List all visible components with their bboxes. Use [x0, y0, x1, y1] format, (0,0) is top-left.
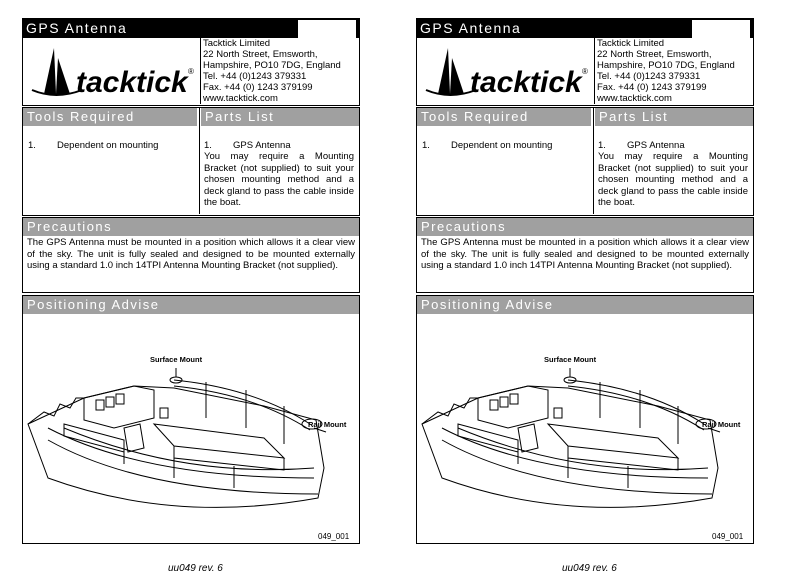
positioning-header: Positioning Advise: [23, 296, 359, 314]
rail: [174, 386, 310, 430]
address-line: Tel. +44 (0)1243 379331: [203, 71, 307, 82]
tools-header: Tools Required: [23, 108, 197, 126]
window-icon: [106, 397, 114, 407]
address-line: Tacktick Limited: [203, 38, 271, 49]
sail-icon: [56, 58, 70, 94]
window-icon: [96, 400, 104, 410]
deck-edge: [442, 428, 708, 478]
divider: [199, 108, 200, 214]
logo-text: tacktick: [76, 66, 188, 99]
registered-mark: ®: [582, 67, 588, 76]
precautions-header: Precautions: [417, 218, 753, 236]
page-title: GPS Antenna: [420, 20, 522, 36]
parts-item-text: You may require a Mounting Bracket (not supplied) to suit your chosen mounting method and a deck gland to pass the cable inside the boat.: [204, 151, 354, 208]
instruction-sheet: [22, 18, 360, 574]
sail-icon: [44, 48, 56, 94]
logo-text: tacktick: [470, 66, 582, 99]
window-icon: [510, 394, 518, 404]
sail-icon: [450, 58, 464, 94]
precautions-header: Precautions: [23, 218, 359, 236]
instruction-sheet: [416, 18, 754, 574]
window-icon: [500, 397, 508, 407]
bench: [568, 446, 678, 470]
deck-edge: [442, 440, 712, 494]
rail-post: [600, 382, 678, 444]
instrument-icon: [554, 408, 562, 418]
precautions-text: The GPS Antenna must be mounted in a position which allows it a clear view of the sky. The unit is fully sealed and designed to be mounted externally using a standard 1.0 inch 14TPI Antenna Mounting Bracket (not supplied).: [421, 237, 749, 271]
rail-mount-label: Rail Mount: [308, 420, 347, 429]
address-line: 22 North Street, Emsworth,: [203, 49, 318, 60]
revision-label: uu049 rev. 6: [562, 563, 617, 574]
title-bar: [22, 18, 360, 38]
address-line: www.tacktick.com: [203, 93, 278, 104]
parts-item-text: You may require a Mounting Bracket (not supplied) to suit your chosen mounting method and a deck gland to pass the cable inside the boat.: [598, 151, 748, 208]
precautions-text: The GPS Antenna must be mounted in a position which allows it a clear view of the sky. The unit is fully sealed and designed to be mounted externally using a standard 1.0 inch 14TPI Antenna Mounting Bracket (not supplied).: [27, 237, 355, 271]
revision-label: uu049 rev. 6: [168, 563, 223, 574]
address-line: www.tacktick.com: [597, 93, 672, 104]
address-line: Hampshire, PO10 7DG, England: [203, 60, 341, 71]
figure-code: 049_001: [712, 532, 744, 541]
positioning-header: Positioning Advise: [417, 296, 753, 314]
boat-diagram: [418, 328, 750, 544]
title-bar: [416, 18, 754, 38]
registered-mark: ®: [188, 67, 194, 76]
rail: [568, 386, 704, 430]
deck-edge: [48, 440, 318, 494]
window-icon: [490, 400, 498, 410]
rail-post: [206, 382, 284, 444]
micronet-logo: [692, 20, 750, 38]
brand-label: micronet: [701, 26, 748, 38]
address-line: Tel. +44 (0)1243 379331: [597, 71, 701, 82]
cabin: [478, 386, 548, 428]
tacktick-logo: [420, 44, 590, 104]
parts-item-title: 1. GPS Antenna: [204, 140, 291, 151]
surface-mount-label: Surface Mount: [544, 355, 597, 364]
figure-code: 049_001: [318, 532, 350, 541]
divider: [594, 38, 595, 104]
address-line: 22 North Street, Emsworth,: [597, 49, 712, 60]
boat-diagram: [24, 328, 356, 544]
tools-item: 1. Dependent on mounting: [28, 140, 159, 151]
address-line: Fax. +44 (0) 1243 379199: [203, 82, 313, 93]
parts-header: Parts List: [201, 108, 359, 126]
bench: [174, 446, 284, 470]
address-line: Tacktick Limited: [597, 38, 665, 49]
company-address: [597, 38, 735, 104]
brand-label: micronet: [307, 26, 354, 38]
sail-icon: [438, 48, 450, 94]
cabin: [84, 386, 154, 428]
tools-header: Tools Required: [417, 108, 591, 126]
divider: [593, 108, 594, 214]
deck-edge: [48, 428, 314, 478]
tacktick-logo: [26, 44, 196, 104]
address-line: Hampshire, PO10 7DG, England: [597, 60, 735, 71]
surface-mount-label: Surface Mount: [150, 355, 203, 364]
company-address: [203, 38, 341, 104]
address-line: Fax. +44 (0) 1243 379199: [597, 82, 707, 93]
tools-item: 1. Dependent on mounting: [422, 140, 553, 151]
divider: [200, 38, 201, 104]
instrument-icon: [160, 408, 168, 418]
parts-header: Parts List: [595, 108, 753, 126]
page-title: GPS Antenna: [26, 20, 128, 36]
rail-mount-label: Rail Mount: [702, 420, 741, 429]
micronet-logo: [298, 20, 356, 38]
window-icon: [116, 394, 124, 404]
console: [124, 424, 144, 452]
parts-item-title: 1. GPS Antenna: [598, 140, 685, 151]
console: [518, 424, 538, 452]
